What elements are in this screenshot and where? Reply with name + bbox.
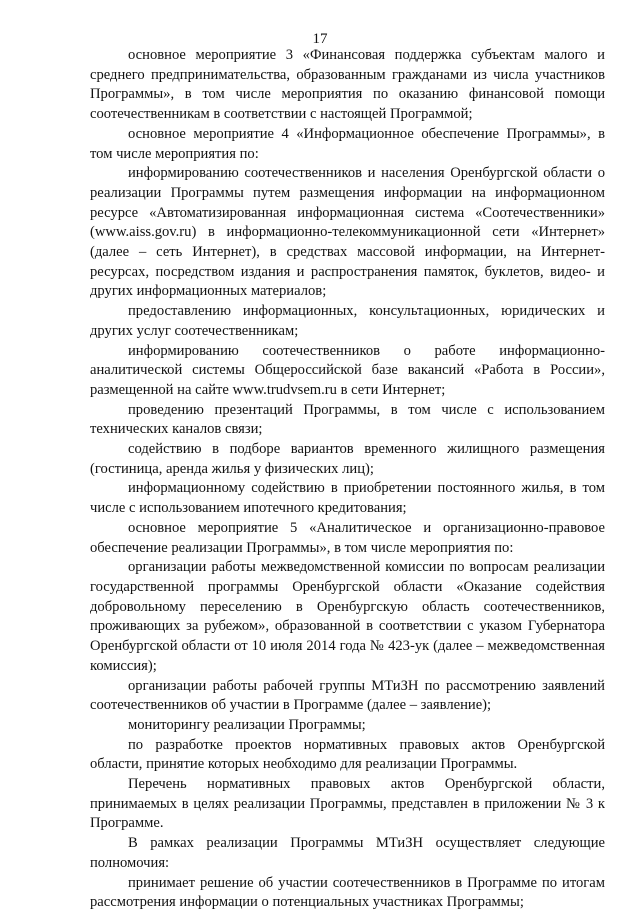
- paragraph: по разработке проектов нормативных правовых актов Оренбургской области, принятие которых необходимо для реализации Программы.: [90, 736, 605, 773]
- page-number: 17: [312, 31, 328, 47]
- paragraph: содействию в подборе вариантов временного жилищного размещения (гостиница, аренда жилья у физических лиц);: [90, 441, 605, 477]
- paragraph: информационному содействию в приобретении постоянного жилья, в том числе с использованием ипотечного кредитования;: [90, 480, 605, 517]
- paragraph: проведению презентаций Программы, в том числе с использованием технических каналов связи;: [90, 401, 605, 438]
- paragraph: организации работы рабочей группы МТиЗН по рассмотрению заявлений соотечественников об участии в Программе (далее – заявление);: [90, 677, 605, 714]
- paragraph: основное мероприятие 3 «Финансовая поддержка субъектам малого и среднего предпринимательства, образованным гражданами из числа участников Программы», в том числе мероприятия по оказанию финансовой помощи соотечественникам в соответствии с настоящей Программой;: [90, 47, 605, 123]
- paragraph: информированию соотечественников и населения Оренбургской области о реализации Программы путем размещения информации на информационном ресурсе «Автоматизированная информационная система «Соотечественники» (www.aiss.gov.ru) в информационно-телекоммуникационной сети «Интернет» (далее – сеть Интернет), в средствах массовой информации, на Интернет-ресурсах, посредством издания и распространения памяток, буклетов, видео- и других информационных материалов;: [90, 165, 605, 300]
- paragraph: предоставлению информационных, консультационных, юридических и других услуг соотечественникам;: [90, 303, 605, 339]
- paragraph: информированию соотечественников о работе информационно-аналитической системы Общероссийской базе вакансий «Работа в России», размещенной на сайте www.trudvsem.ru в сети Интернет;: [90, 342, 605, 398]
- document-body: [90, 46, 605, 913]
- paragraph: организации работы межведомственной комиссии по вопросам реализации государственной программы Оренбургской области «Оказание содействия добровольному переселению в Оренбургскую область соотечественников, проживающих за рубежом», образованной в соответствии с указом Губернатора Оренбургской области от 10 июля 2014 года № 423-ук (далее – межведомственная комиссия);: [90, 559, 605, 674]
- paragraph: Перечень нормативных правовых актов Оренбургской области, принимаемых в целях реализации Программы, представлен в приложении № 3 к Программе.: [90, 776, 605, 832]
- paragraph: основное мероприятие 4 «Информационное обеспечение Программы», в том числе мероприятия по:: [90, 125, 605, 162]
- paragraph: основное мероприятие 5 «Аналитическое и организационно-правовое обеспечение реализации Программы», в том числе мероприятия по:: [90, 519, 605, 556]
- paragraph: принимает решение об участии соотечественников в Программе по итогам рассмотрения информации о потенциальных участниках Программы;: [90, 874, 605, 911]
- paragraph: мониторингу реализации Программы;: [128, 716, 366, 733]
- paragraph: В рамках реализации Программы МТиЗН осуществляет следующие полномочия:: [90, 835, 605, 871]
